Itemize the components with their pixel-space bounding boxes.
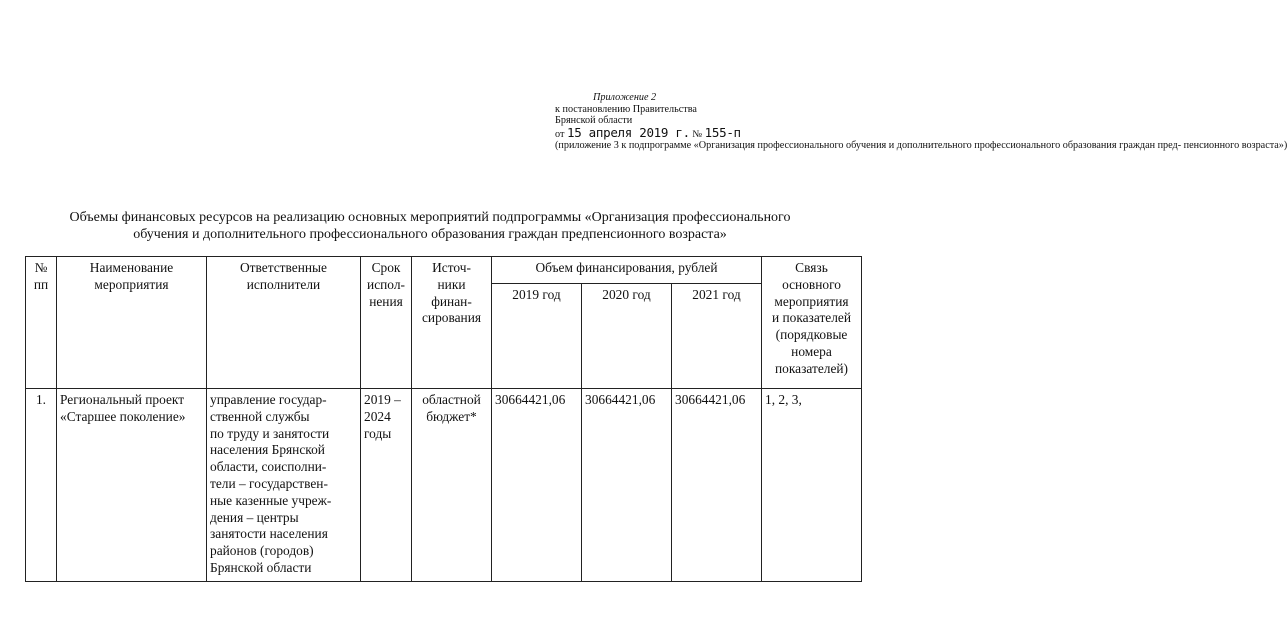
appendix-title: Приложение 2 — [593, 92, 657, 103]
appendix-line-resolution: к постановлению Правительства — [555, 103, 697, 115]
cell-value-2021: 30664421,06 — [672, 389, 762, 582]
cell-value-2020: 30664421,06 — [582, 389, 672, 582]
appendix-note: (приложение 3 к подпрограмме «Организация профессионального обучения и дополнительного профессионального образования граждан пред- пенсионного возраста») — [555, 140, 1287, 152]
header-year-2021: 2021 год — [672, 284, 762, 389]
cell-executors: управление государ- ственной службы по труду и занятости населения Брянской области, соисполни- тели – государствен- ные казенные учреж- дения – центры занятости населения районов (городов) Брянской области — [207, 389, 361, 582]
cell-source: областной бюджет* — [412, 389, 492, 582]
appendix-line-region: Брянской области — [555, 115, 633, 127]
header-sources: Источ- ники финан- сирования — [412, 257, 492, 389]
table-row — [26, 389, 862, 582]
cell-period: 2019 – 2024 годы — [361, 389, 412, 582]
cell-name: Региональный проект «Старшее поколение» — [57, 389, 207, 582]
cell-value-2019: 30664421,06 — [492, 389, 582, 582]
appendix-date-line — [555, 124, 1287, 141]
number-prefix: № — [692, 128, 703, 140]
header-period: Срок испол- нения — [361, 257, 412, 389]
handwritten-number: 155-п — [704, 124, 741, 140]
appendix-header — [555, 92, 1287, 152]
header-year-2020: 2020 год — [582, 284, 672, 389]
header-executors: Ответственные исполнители — [207, 257, 361, 389]
date-prefix: от — [555, 128, 565, 140]
header-funding-group: Объем финансирования, рублей — [492, 257, 762, 284]
document-title — [20, 209, 840, 243]
header-num: № пп — [26, 257, 57, 389]
header-link: Связь основного мероприятия и показателей (порядковые номера показателей) — [762, 257, 862, 389]
funding-table — [25, 256, 862, 582]
document-title-line-1: Объемы финансовых ресурсов на реализацию основных мероприятий подпрограммы «Организация профессионального — [69, 210, 791, 225]
document-title-line-2: обучения и дополнительного профессионального образования граждан предпенсионного возраста» — [133, 227, 727, 242]
cell-link: 1, 2, 3, — [762, 389, 862, 582]
header-year-2019: 2019 год — [492, 284, 582, 389]
handwritten-date: 15 апреля 2019 г. — [566, 124, 690, 140]
cell-num: 1. — [26, 389, 57, 582]
header-name: Наименование мероприятия — [57, 257, 207, 389]
